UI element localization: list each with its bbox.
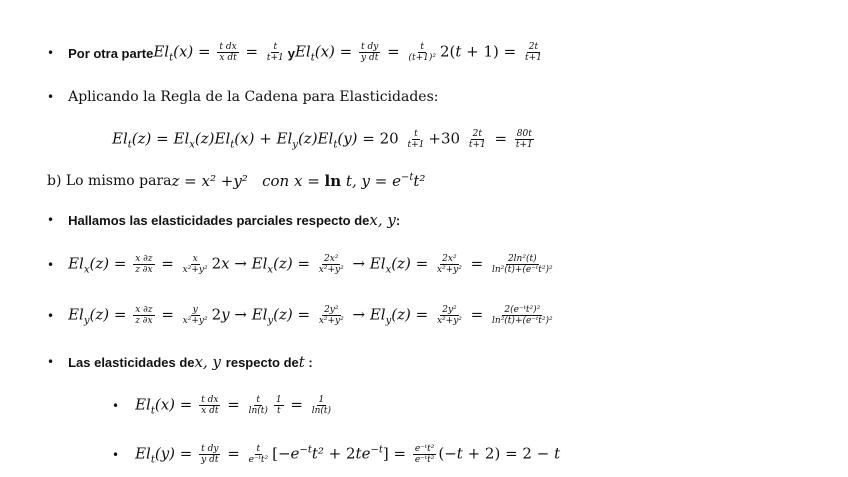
bullet: • bbox=[47, 309, 55, 323]
formula-elt-x-sub: $El_t(x)$ = $\frac{\text{t dx}}{\text{x dt}}$ = $\frac{t}{\ln(t)}$ $\frac{1}{t}$ = $\frac{1}{\ln(t)}$ bbox=[135, 395, 332, 417]
formula-chain-rule: $El_t(z) = El_x(z)El_t(x) + El_y(z)El_t(y) = 20$ $\frac{t}{t+1}$ +30 $\frac{2t}{t+1}$ = $\frac{80t}{t+1}$ bbox=[112, 129, 533, 151]
text-las-elasticidades: Las elasticidades de bbox=[68, 354, 195, 370]
line-regla-cadena bbox=[47, 87, 438, 107]
formula-t: t bbox=[298, 353, 305, 371]
text-respecto-de: respecto de bbox=[225, 354, 299, 370]
formula-x-y-2: x, y bbox=[194, 353, 226, 371]
text-y: y bbox=[287, 45, 295, 61]
line-elt-y-sub bbox=[112, 441, 560, 469]
bullet: • bbox=[47, 213, 55, 227]
formula-elt-x: $El_t(x)$ = $\frac{\text{t dx}}{\text{x dt}}$ = $\frac{t}{t+1}$ bbox=[153, 42, 284, 64]
formula-elt-y-sub: $El_t(y)$ = $\frac{\text{t dy}}{\text{y dt}}$ = $\frac{t}{\text{e⁻ᵗt²}}$ $[-e^{-t}t^2 + 2te^{-t}]$ = $\frac{\text{e⁻ᵗt²}}{\text{e⁻ᵗt²}}$ (−t + 2) = 2 − t bbox=[135, 444, 561, 466]
bullet: • bbox=[112, 448, 120, 462]
line-b-lo-mismo bbox=[47, 170, 425, 192]
formula-x-y: x, y bbox=[369, 211, 396, 229]
line-hallamos: • Hallamos las elasticidades parciales respecto de x, y : bbox=[47, 211, 401, 229]
line-chain-rule-formula bbox=[112, 126, 537, 154]
formula-elt-y: $El_t(x)$ = $\frac{\text{t dy}}{\text{y dt}}$ = $\frac{t}{\text{(t+1)²}}$ 2(t + 1) = $\frac{2t}{t+1}$ bbox=[294, 42, 542, 64]
text-con: con bbox=[262, 172, 290, 190]
bullet: • bbox=[47, 90, 55, 104]
line-elx bbox=[47, 251, 557, 279]
text-regla-cadena: Aplicando la Regla de la Cadena para Elasticidades: bbox=[68, 89, 439, 105]
line-las-elasticidades: • Las elasticidades de x, y respecto de t : bbox=[47, 353, 313, 371]
text-b-lo-mismo: b) Lo mismo para bbox=[47, 173, 172, 189]
formula-elx: $El_x(z)$ = $\frac{x \partial z}{z \partial x}$ = $\frac{x}{\text{x²+y²}}$ $2x \to El_x(z)$ = $\frac{\text{2x²}}{\text{x²+y²}}$ → $El_x(z)$ = $\frac{\text{2x²}}{\text{x²+y²}}$ = $\frac{\text{2ln²(t)}}{\text{ln²(t)+(e⁻ᵗt²)²}}$ bbox=[68, 254, 553, 276]
bullet: • bbox=[47, 46, 55, 60]
text-por-otra-parte: Por otra parte bbox=[68, 45, 154, 61]
line-elt-x-sub bbox=[112, 392, 335, 420]
bullet: • bbox=[47, 355, 55, 369]
bullet: • bbox=[112, 399, 120, 413]
line-elt-x-y bbox=[47, 41, 546, 65]
formula-z-def: z = x² +y² con x = ln t, $y = e^{-t}t^2$ bbox=[171, 172, 426, 190]
formula-ely: $El_y(z)$ = $\frac{x \partial z}{z \partial x}$ = $\frac{y}{\text{x²+y²}}$ $2y \to El_y(z)$ = $\frac{\text{2y²}}{\text{x²+y²}}$ → $El_y(z)$ = $\frac{\text{2y²}}{\text{x²+y²}}$ = $\frac{\text{2(e⁻ᵗt²)²}}{\text{ln²(t)+(e⁻ᵗt²)²}}$ bbox=[68, 305, 553, 327]
text-hallamos: Hallamos las elasticidades parciales respecto de bbox=[68, 212, 370, 228]
line-ely bbox=[47, 302, 557, 330]
bullet: • bbox=[47, 258, 55, 272]
